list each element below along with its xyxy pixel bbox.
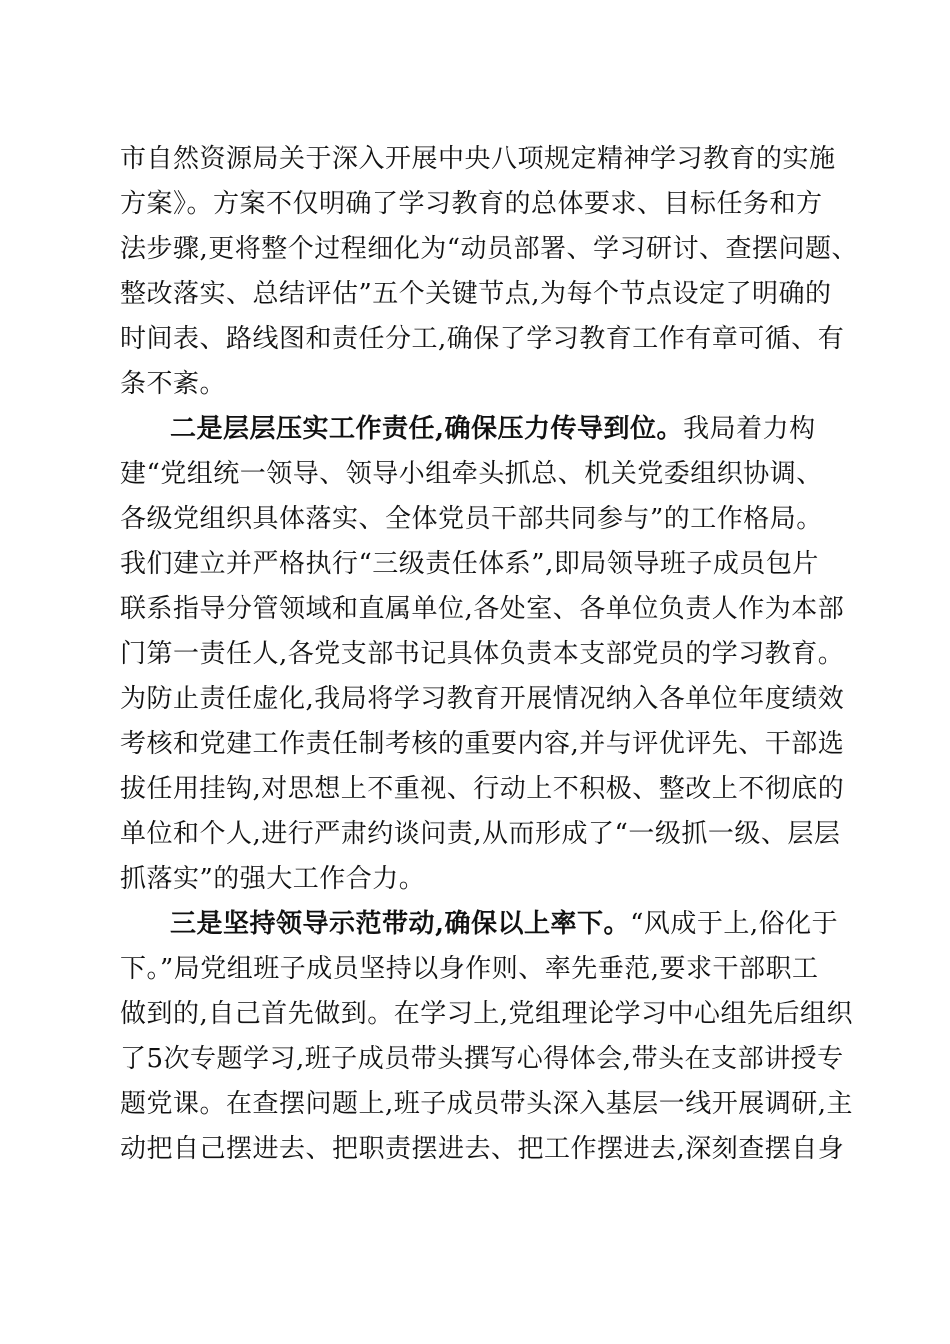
- text-line: 各级党组织具体落实、全体党员干部共同参与”的工作格局。: [120, 504, 823, 534]
- text-line: 拔任用挂钩,对思想上不重视、行动上不积极、整改上不彻底的: [120, 774, 845, 804]
- paragraph-first-line: [170, 902, 838, 946]
- paragraph-first-line-rest: “风成于上,俗化于: [630, 909, 839, 939]
- text-line: 为防止责任虚化,我局将学习教育开展情况纳入各单位年度绩效: [120, 684, 845, 714]
- text-line: 考核和党建工作责任制考核的重要内容,并与评优评先、干部选: [120, 729, 845, 759]
- text-line: 单位和个人,进行严肃约谈问责,从而形成了“一级抓一级、层层: [120, 819, 841, 849]
- paragraph-first-line: [170, 407, 816, 451]
- text-line: 整改落实、总结评估”五个关键节点,为每个节点设定了明确的: [120, 279, 832, 309]
- text-line: 下。”局党组班子成员坚持以身作则、率先垂范,要求干部职工: [120, 954, 819, 984]
- text-line: 联系指导分管领域和直属单位,各处室、各单位负责人作为本部: [120, 594, 845, 624]
- text-line: 题党课。在查摆问题上,班子成员带头深入基层一线开展调研,主: [120, 1089, 854, 1119]
- text-line: 时间表、路线图和责任分工,确保了学习教育工作有章可循、有: [120, 324, 845, 354]
- paragraph-heading: 二是层层压实工作责任,确保压力传导到位。: [170, 414, 684, 444]
- text-line: 方案》。方案不仅明确了学习教育的总体要求、目标任务和方: [120, 189, 823, 219]
- text-line: 门第一责任人,各党支部书记具体负责本支部党员的学习教育。: [120, 639, 845, 669]
- text-line: 法步骤,更将整个过程细化为“动员部署、学习研讨、查摆问题、: [120, 234, 859, 264]
- paragraph-heading: 三是坚持领导示范带动,确保以上率下。: [170, 909, 631, 939]
- paragraph-first-line-rest: 我局着力构: [683, 414, 816, 444]
- text-line: 了5次专题学习,班子成员带头撰写心得体会,带头在支部讲授专: [120, 1044, 844, 1074]
- text-line: 条不紊。: [120, 369, 227, 399]
- text-line: 抓落实”的强大工作合力。: [120, 864, 426, 894]
- text-line: 做到的,自己首先做到。在学习上,党组理论学习中心组先后组织: [120, 999, 854, 1029]
- text-line: 我们建立并严格执行“三级责任体系”,即局领导班子成员包片: [120, 549, 819, 579]
- text-line: 市自然资源局关于深入开展中央八项规定精神学习教育的实施: [120, 144, 836, 174]
- text-line: 建“党组统一领导、领导小组牵头抓总、机关党委组织协调、: [120, 459, 823, 489]
- text-line: 动把自己摆进去、把职责摆进去、把工作摆进去,深刻查摆自身: [120, 1134, 845, 1164]
